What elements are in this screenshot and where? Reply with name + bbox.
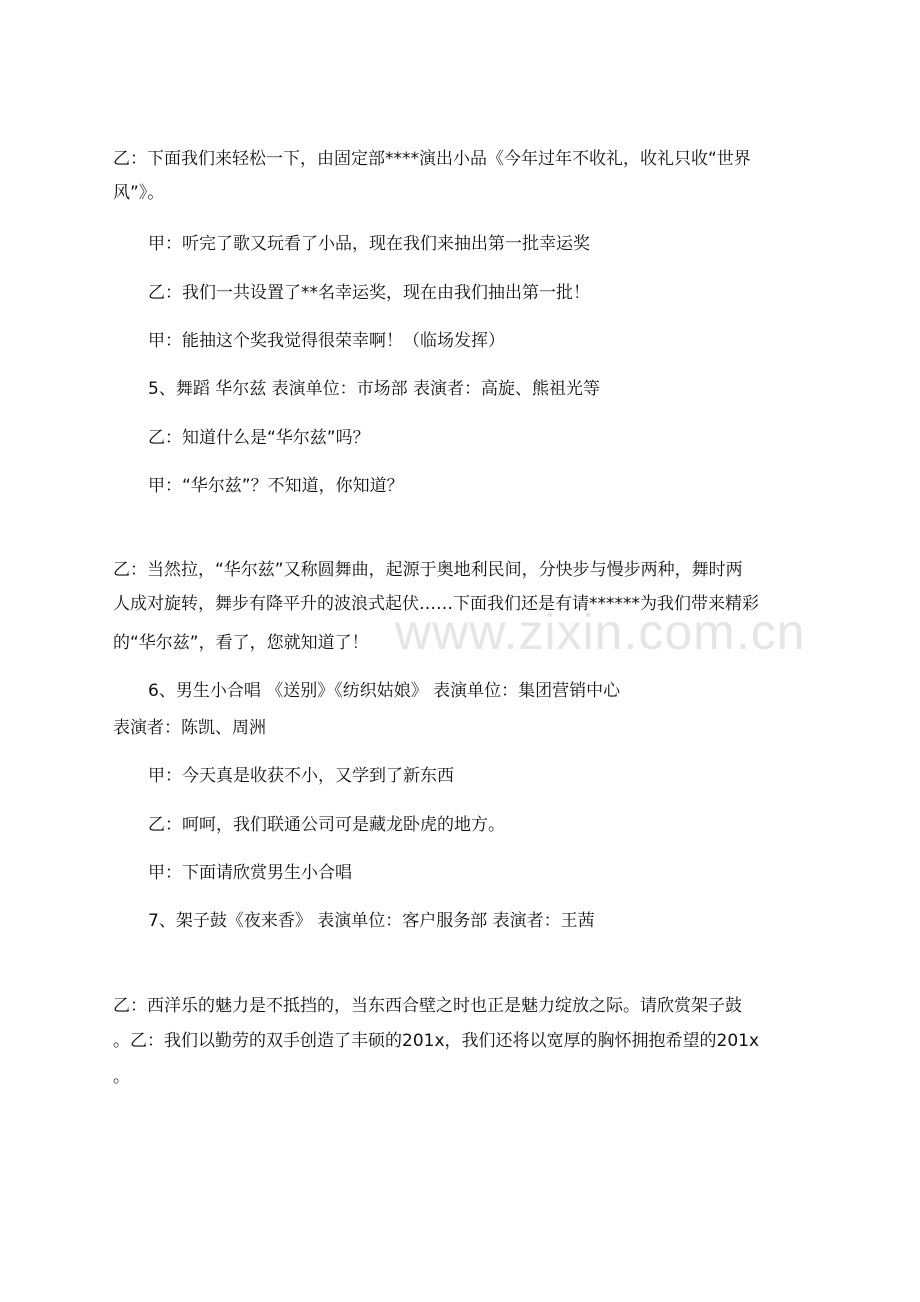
paragraph-line: 。: [113, 1067, 130, 1087]
paragraph-line: 风”》。: [113, 183, 165, 203]
paragraph-line: 人成对旋转，舞步有降平升的波浪式起伏……下面我们还是有请******为我们带来精彩: [113, 594, 759, 614]
paragraph-line: 表演者：陈凯、周洲: [113, 718, 266, 738]
paragraph-line: 乙：呵呵，我们联通公司可是藏龙卧虎的地方。: [148, 815, 505, 835]
paragraph-line: 甲：听完了歌又玩看了小品，现在我们来抽出第一批幸运奖: [148, 234, 590, 254]
paragraph-line: 乙：知道什么是“华尔兹”吗？: [148, 428, 370, 448]
program-item: 7、架子鼓《夜来香》 表演单位：客户服务部 表演者：王茜: [148, 911, 595, 931]
paragraph-line: 甲：今天真是收获不小，又学到了新东西: [148, 766, 454, 786]
paragraph-line: 乙：西洋乐的魅力是不抵挡的，当东西合壁之时也正是魅力绽放之际。请欣赏架子鼓: [113, 996, 742, 1016]
paragraph-line: 。乙：我们以勤劳的双手创造了丰硕的201x，我们还将以宽厚的胸怀拥抱希望的201x: [113, 1031, 760, 1051]
program-item: 5、舞蹈 华尔兹 表演单位：市场部 表演者：高旋、熊祖光等: [148, 379, 601, 399]
paragraph-line: 的“华尔兹”，看了，您就知道了！: [113, 633, 369, 653]
paragraph-line: 乙：下面我们来轻松一下，由固定部****演出小品《今年过年不收礼，收礼只收“世界: [113, 149, 751, 169]
paragraph-line: 乙：我们一共设置了**名幸运奖，现在由我们抽出第一批！: [148, 283, 590, 303]
program-item: 6、男生小合唱 《送别》《纺织姑娘》 表演单位：集团营销中心: [148, 681, 621, 701]
paragraph-line: 甲：能抽这个奖我觉得很荣幸啊！（临场发挥）: [148, 331, 505, 351]
paragraph-line: 乙：当然拉，“华尔兹”又称圆舞曲，起源于奥地利民间，分快步与慢步两种，舞时两: [113, 560, 743, 580]
paragraph-line: 甲：下面请欣赏男生小合唱: [148, 863, 352, 883]
watermark: www.zixin.com.cn: [395, 604, 806, 660]
paragraph-line: 甲：“华尔兹”？不知道，你知道？: [148, 476, 404, 496]
